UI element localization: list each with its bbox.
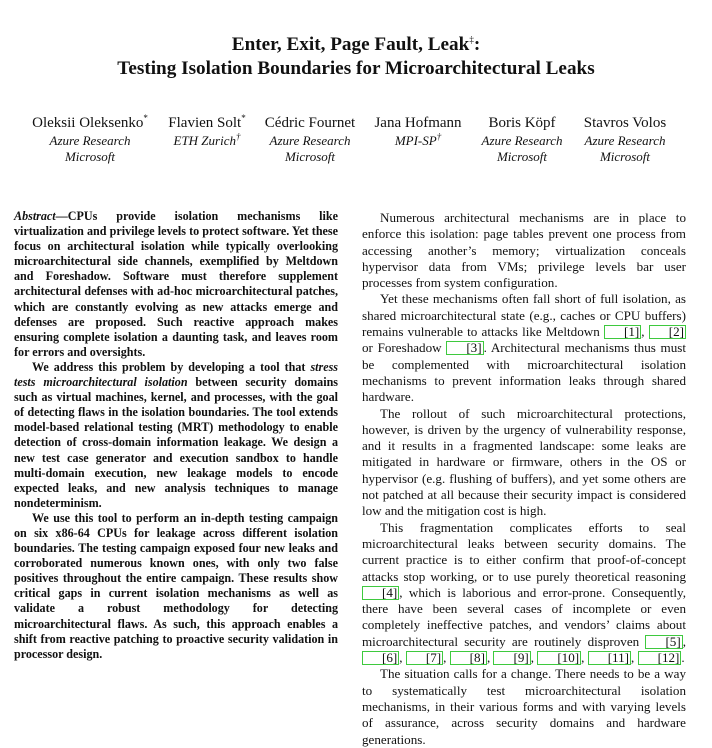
paper-title-line1: Enter, Exit, Page Fault, Leak‡: — [231, 34, 481, 55]
author-block — [30, 113, 150, 165]
abstract-label: Abstract — [14, 209, 56, 223]
author-name: Jana Hofmann — [374, 115, 462, 131]
author-name: Oleksii Oleksenko* — [32, 113, 148, 131]
author-affiliation: Microsoft — [64, 149, 116, 164]
citation-link[interactable]: [6] — [362, 651, 399, 665]
author-affiliation: ETH Zurich† — [173, 131, 241, 148]
citation-link[interactable]: [1] — [604, 325, 641, 339]
citation-link[interactable]: [10] — [537, 651, 581, 665]
citation-link[interactable]: [8] — [450, 651, 487, 665]
citation-link[interactable]: [12] — [638, 651, 682, 665]
author-name: Flavien Solt* — [168, 113, 246, 131]
intro-paragraph: This fragmentation complicates efforts to seal microarchitectural leaks between security domains. The current practice is to either confirm that proof-of-concept attacks stop working, or to use purely theoretical reasoning [4] , which is laborious and error-prone. Consequently, there have been several cases of incomplete or even completely ineffective patches, and vendors’ claims about microarchitectural security are routinely disproven [5] , [6] , [7] , [8] , [9] , [10] , [11] , [12] . — [362, 519, 686, 666]
citation-link[interactable]: [3] — [446, 341, 483, 355]
abstract-paragraph: We use this tool to perform an in-depth testing campaign on six x86-64 CPUs for leakage across different isolation boundaries. The testing campaign exposed four new leaks and corroborated numerous known ones, with only two false positives throughout the entire campaign. These results show critical gaps in current isolation mechanisms as well as validate a robust methodology for detecting microarchitectural flaws. As such, this approach enables a shift from reactive patching to proactive security validation in processor design. — [14, 510, 338, 661]
author-block — [147, 113, 267, 149]
author-affiliation: Azure Research — [49, 133, 131, 148]
citation-link[interactable]: [9] — [493, 651, 530, 665]
author-affiliation: Azure Research — [481, 133, 563, 148]
introduction-column — [362, 210, 686, 748]
author-name: Stavros Volos — [583, 115, 667, 131]
author-block — [250, 113, 370, 165]
introduction-clip — [362, 210, 688, 747]
author-block — [462, 113, 582, 165]
citation-link[interactable]: [11] — [588, 651, 631, 665]
intro-paragraph: The situation calls for a change. There needs to be a way to systematically test microarchitectural isolation mechanisms, in their various forms and with varying levels of assurance, across security domains and hardware generations. — [362, 666, 686, 747]
citation-link[interactable]: [4] — [362, 586, 399, 600]
abstract-paragraph: Abstract—CPUs provide isolation mechanisms like virtualization and privilege levels to protect software. Yet these focus on architectural isolation while typically overlooking microarchitectural side channels, exemplified by Meltdown and Foreshadow. Software must therefore supplement architectural defenses with ad-hoc microarchitectural patches, which are constantly evolving as new attacks emerge and defenses are proposed. Such reactive approach makes ensuring complete isolation a daunting task, and leaves room for errors and oversights. — [14, 209, 338, 359]
citation-link[interactable]: [5] — [645, 635, 682, 649]
intro-paragraph: Yet these mechanisms often fall short of full isolation, as shared microarchitectural state (e.g., caches or CPU buffers) remains vulnerable to attacks like Meltdown [1] , [2] or Foreshadow [3] . Architectural mechanisms thus must be complemented with microarchitectural isolation mechanisms to prevent information leaks through shared hardware. — [362, 291, 687, 405]
author-affiliation: Microsoft — [284, 149, 336, 164]
intro-paragraph: The rollout of such microarchitectural protections, however, is driven by the urgency of vulnerability response, and it results in a fragmented landscape: some leaks are mitigated in hardware or firmware, others in the OS or hypervisor (e.g. flushing of buffers), and yet some others are not patched at all because their security impact is considered low and the mitigation cost is high. — [362, 405, 686, 519]
abstract-column — [14, 209, 338, 662]
citation-link[interactable]: [7] — [406, 651, 443, 665]
author-name: Cédric Fournet — [264, 115, 356, 131]
author-affiliation: Azure Research — [584, 133, 666, 148]
intro-paragraph: Numerous architectural mechanisms are in place to enforce this isolation: page tables prevent one process from accessing another’s memory; virtualization conceals hypervisor data from VMs; privilege levels bar user processes from system configuration. — [362, 210, 686, 291]
author-name: Boris Köpf — [488, 115, 556, 131]
title-footnote-mark: ‡ — [469, 34, 474, 45]
abstract-paragraph: We address this problem by developing a tool that stress tests microarchitectural isolation between security domains such as virtual machines, kernel, and processes, with the goal of detecting flaws in the isolation boundaries. The tool extends model-based relational testing (MRT) methodology to enable detection of cross-domain information leakage. We design a new test case generator and execution sandbox to handle multi-domain execution, new leakage models to encode expected leaks, and new analysis techniques to manage nondeterminism. — [14, 359, 339, 510]
author-affiliation: Azure Research — [269, 133, 351, 148]
author-block — [358, 113, 478, 149]
author-affiliation: Microsoft — [496, 149, 548, 164]
author-affiliation: Microsoft — [599, 149, 651, 164]
citation-link[interactable]: [2] — [649, 325, 686, 339]
author-affiliation: MPI-SP† — [394, 131, 442, 148]
author-block — [565, 113, 685, 165]
paper-title-line2: Testing Isolation Boundaries for Microarchitectural Leaks — [117, 58, 595, 79]
